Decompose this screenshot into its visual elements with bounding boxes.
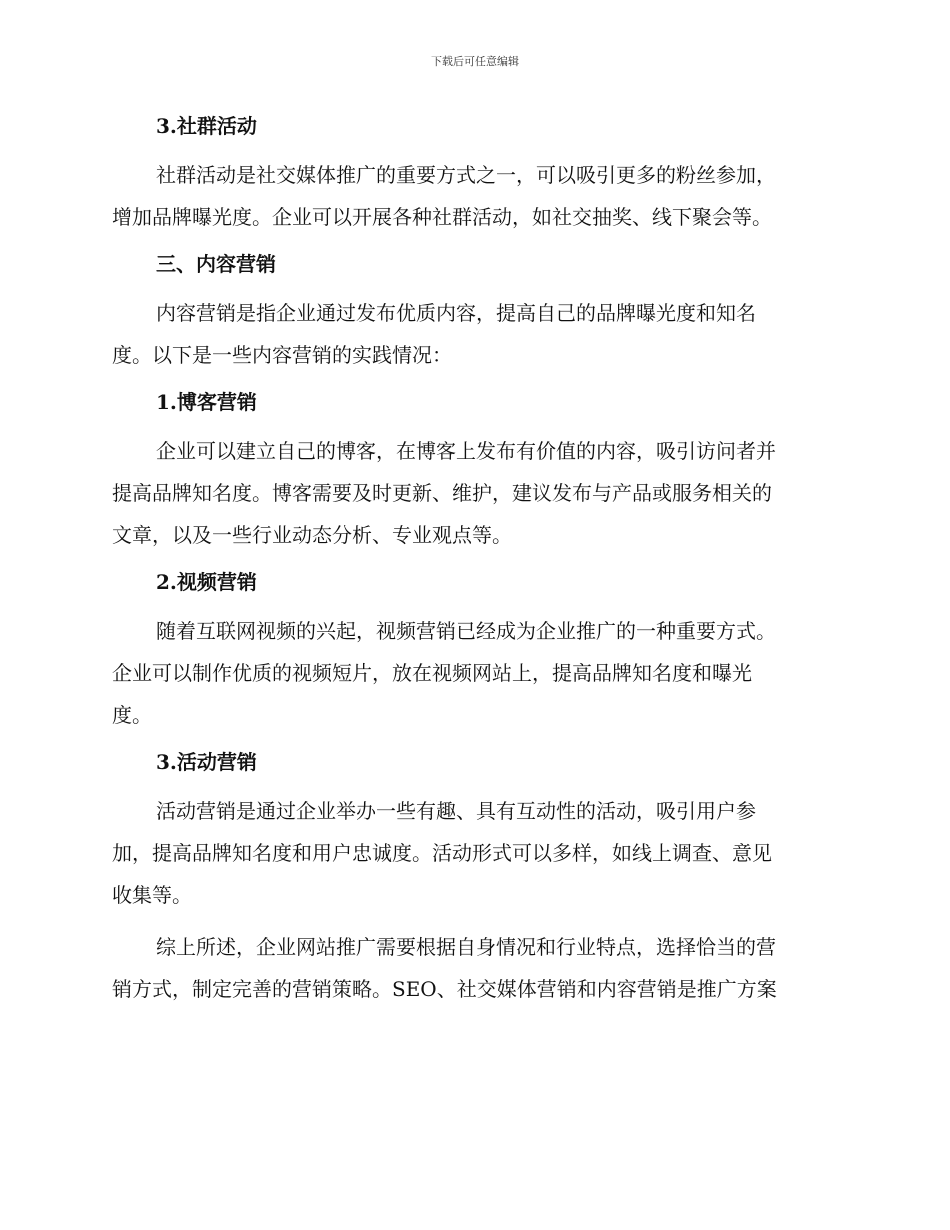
paragraph-video-marketing: 随着互联网视频的兴起，视频营销已经成为企业推广的一种重要方式。 企业可以制作优质的视频短片，放在视频网站上，提高品牌知名度和曝光 度。: [112, 619, 776, 727]
heading-event-marketing: 3.活动营销: [156, 750, 257, 774]
paragraph-community-activities: 社群活动是社交媒体推广的重要方式之一，可以吸引更多的粉丝参加， 增加品牌曝光度。企业可以开展各种社群活动，如社交抽奖、线下聚会等。: [112, 163, 776, 229]
paragraph-content-marketing-intro: 内容营销是指企业通过发布优质内容，提高自己的品牌曝光度和知名 度。以下是一些内容营销的实践情况：: [112, 301, 756, 367]
page-header: 下载后可任意编辑: [431, 55, 519, 68]
paragraph-blog-marketing: 企业可以建立自己的博客，在博客上发布有价值的内容，吸引访问者并 提高品牌知名度。博客需要及时更新、维护，建议发布与产品或服务相关的 文章，以及一些行业动态分析、专业观点等。: [112, 439, 776, 547]
heading-video-marketing: 2.视频营销: [156, 570, 257, 594]
heading-community-activities: 3.社群活动: [156, 114, 257, 138]
document-body: [112, 110, 834, 1020]
paragraph-event-marketing: 活动营销是通过企业举办一些有趣、具有互动性的活动，吸引用户参 加，提高品牌知名度和用户忠诚度。活动形式可以多样，如线上调查、意见 收集等。: [112, 799, 772, 907]
paragraph-summary: 综上所述，企业网站推广需要根据自身情况和行业特点，选择恰当的营 销方式，制定完善的营销策略。SEO、社交媒体营销和内容营销是推广方案: [112, 935, 777, 1001]
heading-blog-marketing: 1.博客营销: [156, 390, 257, 414]
heading-content-marketing: 三、内容营销: [156, 252, 276, 276]
